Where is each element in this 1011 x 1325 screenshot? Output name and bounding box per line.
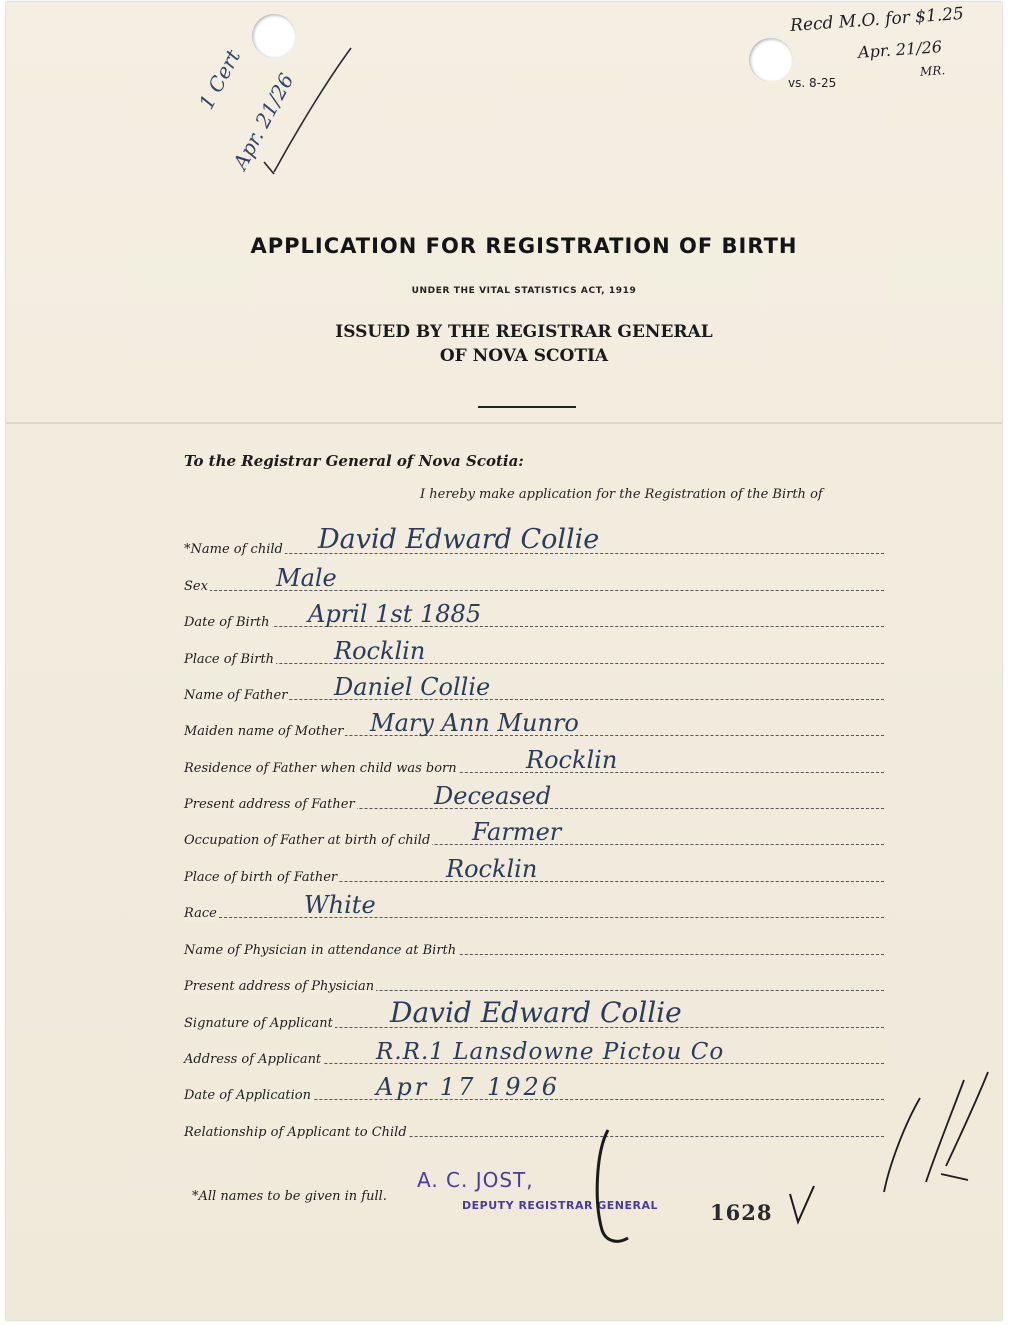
annotation-cert-date: Apr. 21/26	[228, 69, 299, 174]
field-name-of-child	[184, 524, 884, 557]
field-sex	[184, 564, 884, 594]
field-label: Place of birth of Father	[184, 870, 338, 885]
title-rule	[478, 406, 576, 408]
field-label: Date of Birth	[184, 615, 270, 630]
field-label: Sex	[184, 579, 208, 594]
field-mother-maiden-name	[184, 709, 884, 739]
marginal-dash	[941, 1174, 968, 1180]
annotation-initials: MR.	[919, 63, 946, 79]
field-label: Present address of Physician	[184, 979, 375, 994]
field-label: Occupation of Father at birth of child	[184, 833, 431, 848]
field-name-of-father	[184, 673, 884, 703]
checkmark-tick-top-left	[264, 162, 274, 174]
field-label: Maiden name of Mother	[184, 724, 344, 739]
field-label: Relationship of Applicant to Child	[184, 1125, 407, 1140]
field-value: Deceased	[434, 782, 552, 810]
addressee: To the Registrar General of Nova Scotia:	[184, 452, 524, 470]
field-value: Rocklin	[446, 855, 538, 883]
issuer-line-1: ISSUED BY THE REGISTRAR GENERAL	[335, 322, 713, 342]
field-value: R.R.1 Lansdowne Pictou Co	[376, 1039, 725, 1065]
field-label: Signature of Applicant	[184, 1016, 333, 1031]
issuer-line-2: OF NOVA SCOTIA	[439, 346, 609, 366]
field-place-of-birth	[184, 637, 884, 667]
field-value: David Edward Collie	[318, 524, 600, 555]
checkmark-serial	[790, 1186, 814, 1222]
serial-number: 1628	[710, 1200, 773, 1225]
paper-fold-line	[6, 422, 1002, 424]
form-code: vs. 8-25	[788, 76, 837, 90]
registrar-stamp-name: A. C. JOST,	[417, 1168, 534, 1192]
annotation-payment-date: Apr. 21/26	[857, 37, 943, 62]
annotation-payment-received: Recd M.O. for $1.25	[789, 3, 965, 37]
form-title: APPLICATION FOR REGISTRATION OF BIRTH	[250, 234, 798, 258]
form-subtitle: UNDER THE VITAL STATISTICS ACT, 1919	[411, 286, 637, 296]
field-label: Date of Application	[184, 1088, 311, 1103]
footnote: *All names to be given in full.	[192, 1189, 387, 1204]
field-label: Place of Birth	[184, 652, 275, 667]
field-father-occupation	[184, 818, 884, 848]
field-physician-name	[184, 932, 884, 958]
field-value: David Edward Collie	[390, 996, 682, 1029]
field-date-of-birth	[184, 600, 884, 630]
field-physician-address	[184, 968, 884, 994]
field-value: Farmer	[472, 818, 562, 846]
field-label: Residence of Father when child was born	[184, 761, 457, 776]
field-applicant-address	[184, 1041, 884, 1067]
punch-hole-left	[252, 14, 296, 58]
field-father-birthplace	[184, 855, 884, 885]
checkmark-stroke-top-left	[274, 48, 351, 172]
field-applicant-signature	[184, 996, 884, 1031]
birth-application-form	[6, 2, 1002, 1320]
marginal-scribble	[884, 1072, 988, 1192]
intro-text: I hereby make application for the Registration of the Birth of	[420, 487, 823, 502]
annotation-cert-issued: 1 Cert	[194, 45, 246, 114]
field-value: Apr 17 1926	[376, 1073, 561, 1101]
field-label: Address of Applicant	[184, 1052, 322, 1067]
field-value: Daniel Collie	[334, 673, 491, 701]
field-value: White	[304, 891, 376, 919]
field-label: Race	[184, 906, 217, 921]
punch-hole-right	[749, 38, 793, 82]
registrar-stamp-title: DEPUTY REGISTRAR GENERAL	[462, 1199, 659, 1212]
field-father-present-address	[184, 782, 884, 812]
field-label: *Name of child	[184, 542, 283, 557]
field-value: Rocklin	[526, 746, 618, 774]
field-value: Male	[276, 564, 337, 592]
field-label: Name of Physician in attendance at Birth	[184, 943, 457, 958]
field-value: Mary Ann Munro	[370, 709, 579, 737]
field-race	[184, 891, 884, 921]
field-applicant-relationship	[184, 1114, 884, 1140]
field-value: April 1st 1885	[308, 600, 482, 628]
field-father-residence-at-birth	[184, 746, 884, 776]
field-label: Name of Father	[184, 688, 288, 703]
field-application-date	[184, 1073, 884, 1103]
brace-mark	[597, 1130, 628, 1241]
field-label: Present address of Father	[184, 797, 355, 812]
field-value: Rocklin	[334, 637, 426, 665]
